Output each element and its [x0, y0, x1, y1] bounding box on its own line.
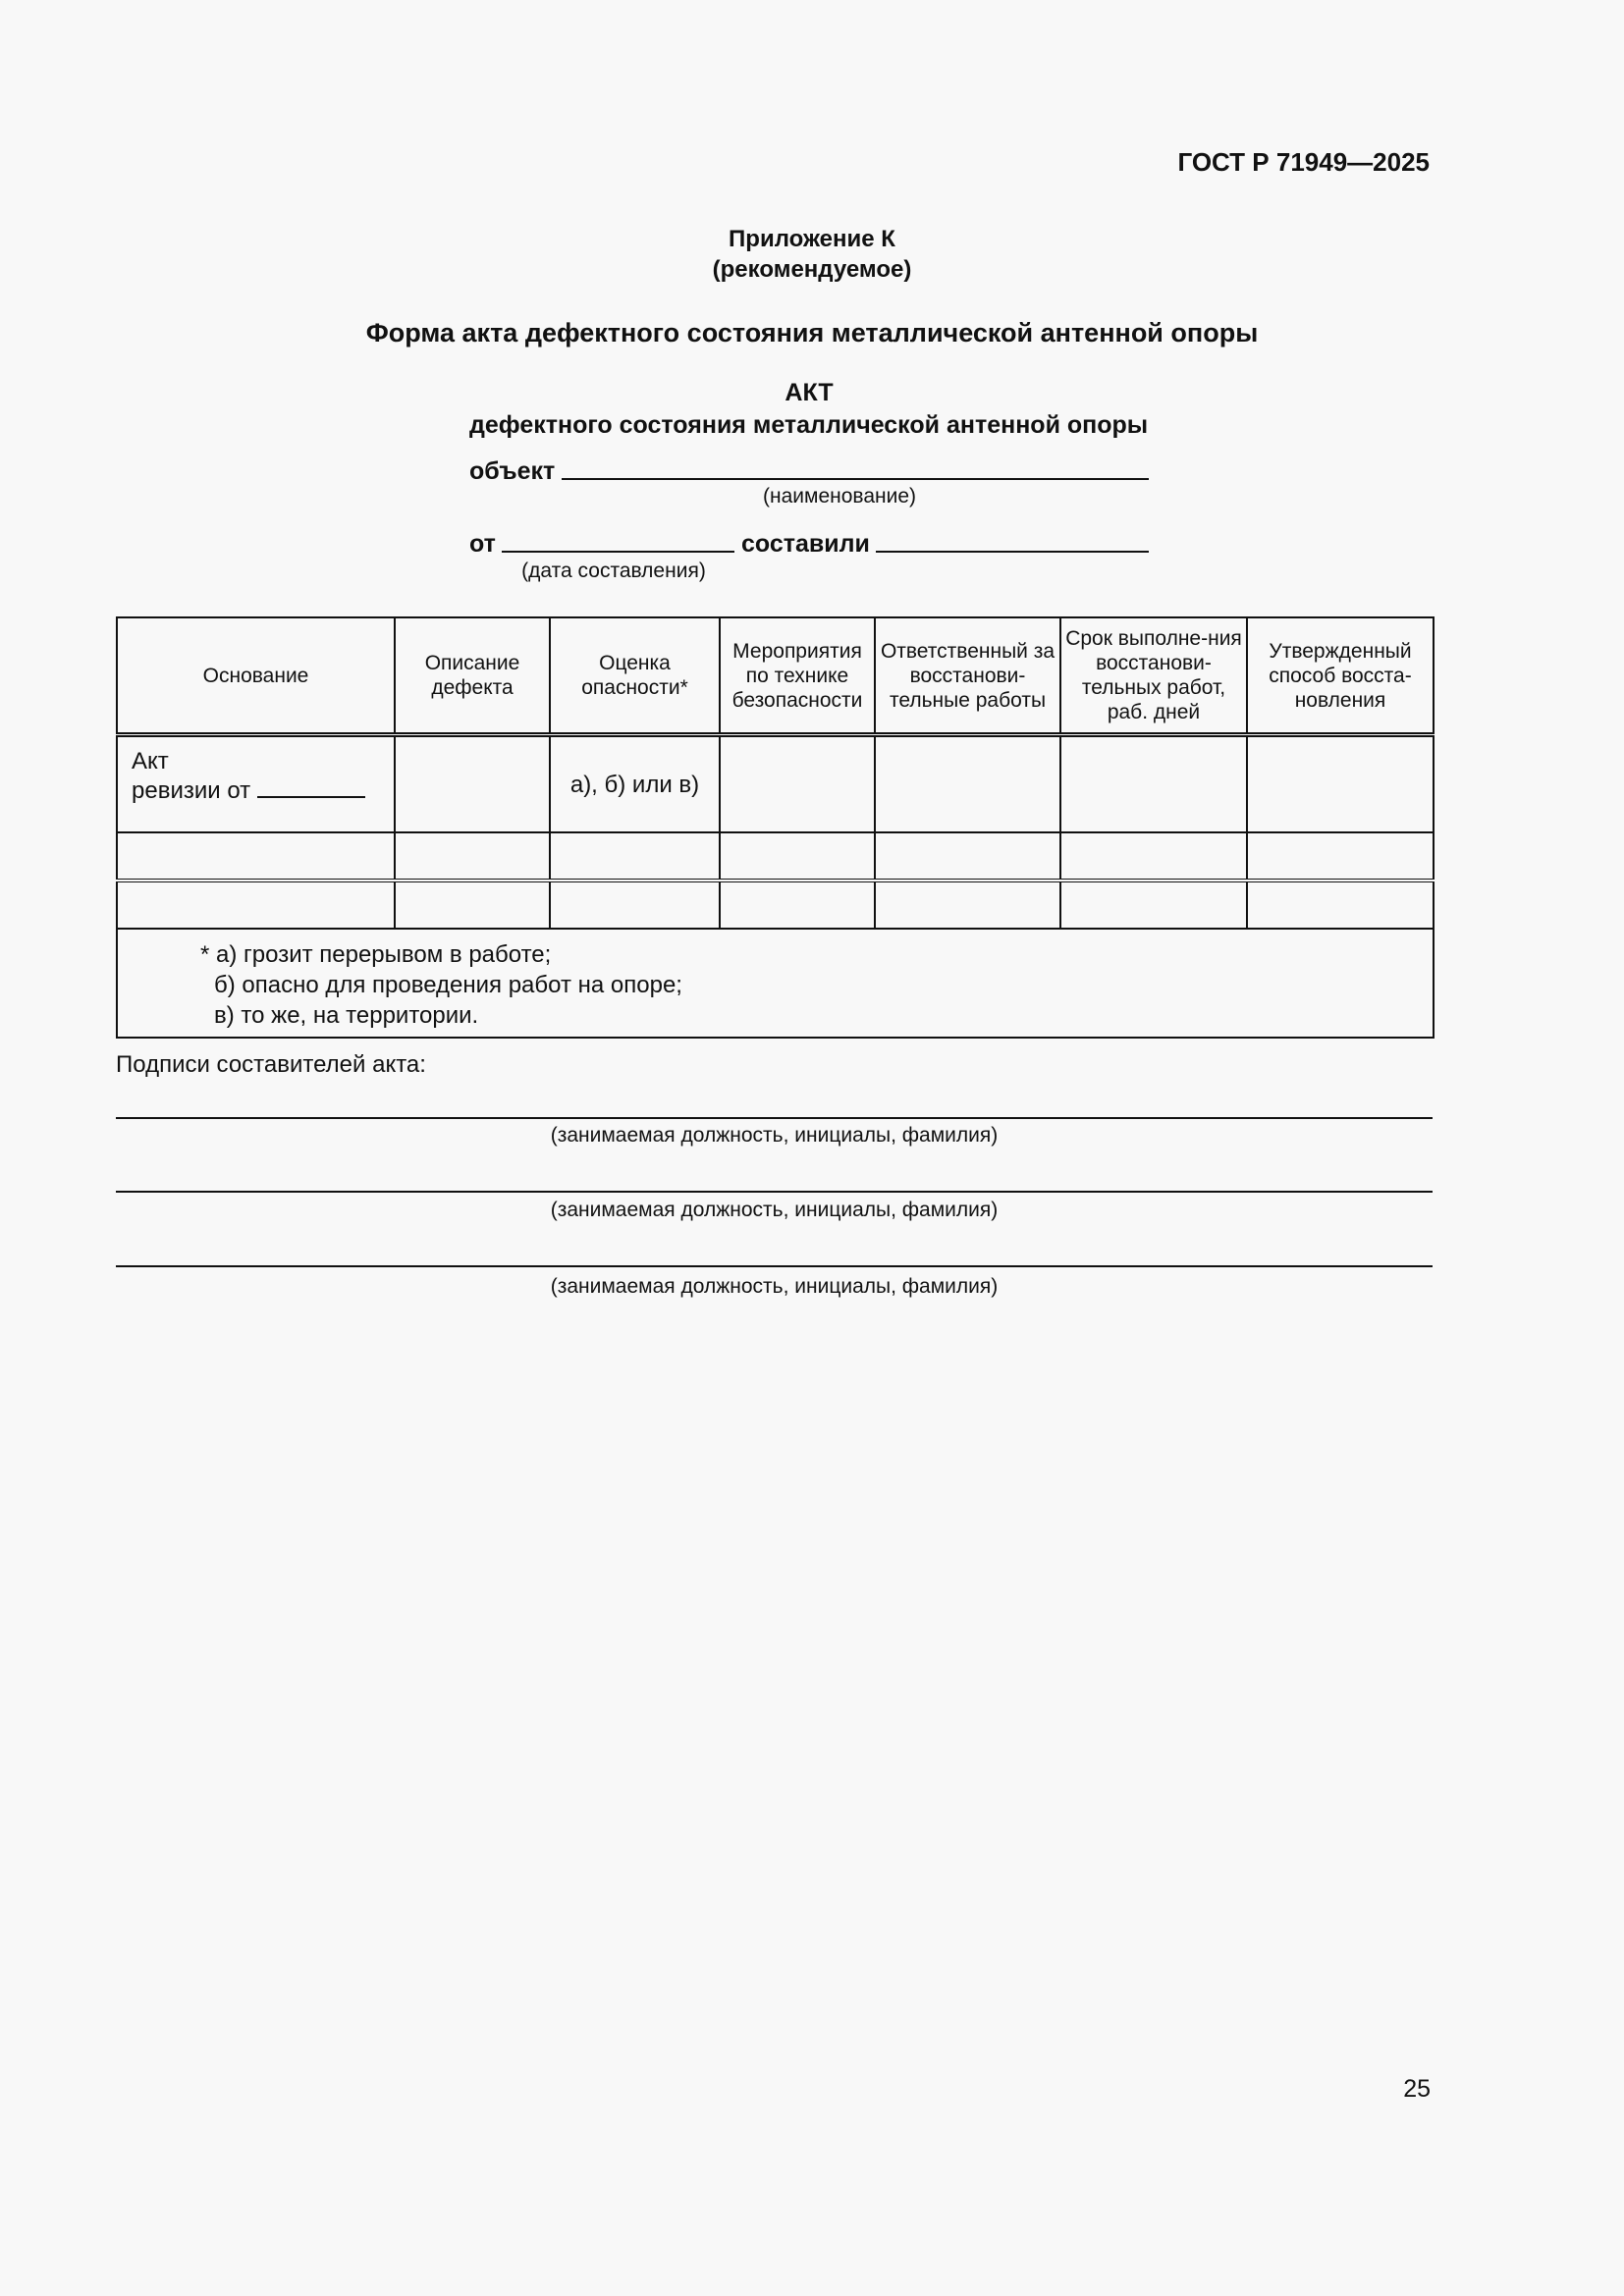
defects-table: [116, 616, 1435, 1039]
object-hint: (наименование): [763, 485, 916, 507]
table-cell[interactable]: [550, 832, 720, 881]
table-cell[interactable]: [1247, 881, 1434, 929]
table-cell[interactable]: [720, 735, 875, 833]
column-header: Ответственный за восстанови-тельные работы: [875, 617, 1060, 735]
table-cell[interactable]: [720, 881, 875, 929]
date-hint: (дата составления): [521, 560, 706, 582]
revision-date-blank[interactable]: [257, 776, 365, 798]
signature-hint: (занимаемая должность, инициалы, фамилия): [550, 1124, 999, 1147]
table-cell[interactable]: [875, 735, 1060, 833]
signature-line[interactable]: [116, 1191, 1433, 1193]
table-cell[interactable]: [1247, 832, 1434, 881]
table-note-row: [117, 929, 1434, 1038]
signature-line[interactable]: [116, 1117, 1433, 1119]
danger-cell[interactable]: а), б) или в): [550, 735, 720, 833]
column-header: Утвержденный способ восста-новления: [1247, 617, 1434, 735]
act-title: АКТ: [785, 379, 834, 406]
table-cell[interactable]: [720, 832, 875, 881]
basis-line: Акт: [132, 748, 169, 774]
table-cell[interactable]: [1060, 832, 1247, 881]
compiled-label: составили: [741, 530, 870, 558]
form-title: Форма акта дефектного состояния металлической антенной опоры: [365, 318, 1259, 347]
column-header: Описание дефекта: [395, 617, 550, 735]
column-header: Срок выполне-ния восстанови-тельных работ, раб. дней: [1060, 617, 1247, 735]
table-cell[interactable]: [395, 735, 550, 833]
table-row: [117, 832, 1434, 881]
date-field[interactable]: [502, 551, 734, 553]
basis-line: ревизии от: [132, 777, 251, 804]
table-cell[interactable]: [117, 881, 395, 929]
table-cell[interactable]: [117, 832, 395, 881]
table-note: [117, 929, 1434, 1038]
table-cell[interactable]: [875, 832, 1060, 881]
table-cell[interactable]: [1060, 735, 1247, 833]
table-cell[interactable]: [550, 881, 720, 929]
table-row: [117, 881, 1434, 929]
table-cell[interactable]: [875, 881, 1060, 929]
table-cell[interactable]: [395, 881, 550, 929]
note-line: * а) грозит перерывом в работе;: [200, 941, 552, 968]
signature-hint: (занимаемая должность, инициалы, фамилия): [550, 1275, 999, 1298]
standard-number: ГОСТ Р 71949—2025: [1177, 147, 1430, 177]
column-header: Основание: [117, 617, 395, 735]
table-cell[interactable]: [395, 832, 550, 881]
column-header: Оценка опасности*: [550, 617, 720, 735]
appendix-type: (рекомендуемое): [712, 256, 912, 283]
object-label: объект: [469, 457, 556, 485]
signature-line[interactable]: [116, 1265, 1433, 1267]
note-line: в) то же, на территории.: [214, 1002, 479, 1029]
table-header-row: [117, 617, 1434, 735]
compiled-field[interactable]: [876, 551, 1149, 553]
appendix-title: Приложение К: [729, 226, 895, 252]
page-number: 25: [1403, 2075, 1431, 2103]
basis-cell[interactable]: [117, 735, 395, 833]
table-cell[interactable]: [1060, 881, 1247, 929]
act-subtitle: дефектного состояния металлической антенной опоры: [469, 411, 1149, 439]
table-row: [117, 735, 1434, 833]
object-field[interactable]: [562, 478, 1149, 480]
note-line: б) опасно для проведения работ на опоре;: [214, 972, 682, 998]
signatures-title: Подписи составителей акта:: [116, 1051, 426, 1078]
date-label: от: [469, 530, 496, 558]
column-header: Мероприятия по технике безопасности: [720, 617, 875, 735]
table-cell[interactable]: [1247, 735, 1434, 833]
signature-hint: (занимаемая должность, инициалы, фамилия): [550, 1199, 999, 1221]
